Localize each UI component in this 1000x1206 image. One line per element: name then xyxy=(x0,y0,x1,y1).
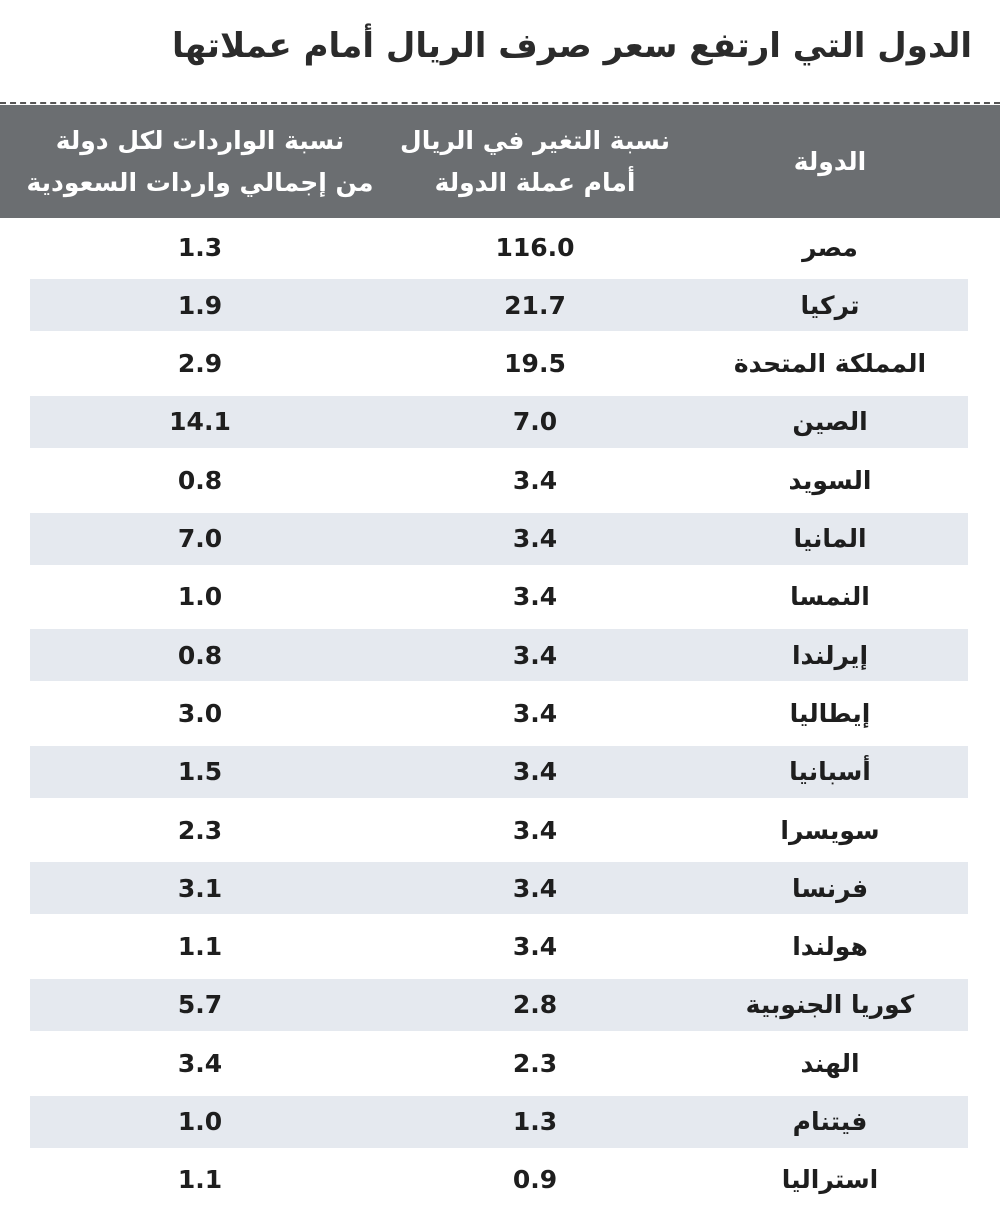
cell-country: أسبانيا xyxy=(789,757,871,787)
table-row xyxy=(30,862,968,914)
table-row xyxy=(30,279,968,331)
cell-import-share-value: 0.8 xyxy=(177,640,223,670)
cell-change-value: 21.7 xyxy=(504,290,566,320)
table-row xyxy=(30,513,968,565)
dashed-divider xyxy=(0,102,1000,104)
table-row xyxy=(30,338,968,390)
cell-import-share-value: 3.1 xyxy=(177,873,223,903)
cell-change-value: 2.3 xyxy=(512,1048,558,1078)
table-row xyxy=(30,396,968,448)
table-row xyxy=(30,746,968,798)
table-row xyxy=(30,571,968,623)
cell-change-value: 3.4 xyxy=(512,698,558,728)
cell-change-value: 2.8 xyxy=(512,990,558,1020)
table-row xyxy=(30,1096,968,1148)
cell-import-share-value: 1.3 xyxy=(177,232,223,262)
cell-country: المملكة المتحدة xyxy=(733,349,927,379)
cell-country: هولندا xyxy=(792,932,868,962)
cell-import-share-value: 1.1 xyxy=(177,932,223,962)
cell-country: مصر xyxy=(802,232,858,262)
cell-change-value: 0.9 xyxy=(512,1165,558,1195)
cell-country: كوريا الجنوبية xyxy=(745,990,915,1020)
cell-change-value: 7.0 xyxy=(512,407,558,437)
cell-import-share-value: 0.8 xyxy=(177,465,223,495)
cell-change-value: 3.4 xyxy=(512,815,558,845)
table-header xyxy=(0,105,1000,218)
cell-import-share-value: 3.4 xyxy=(177,1048,223,1078)
cell-import-share-value: 5.7 xyxy=(177,990,223,1020)
cell-change-value: 1.3 xyxy=(512,1107,558,1136)
cell-country: فرنسا xyxy=(791,873,869,903)
cell-change-value: 3.4 xyxy=(512,932,558,962)
cell-country: الهند xyxy=(800,1048,860,1078)
cell-change-value: 3.4 xyxy=(512,640,558,670)
cell-country: سويسرا xyxy=(780,815,880,845)
cell-import-share-value: 14.1 xyxy=(169,407,231,437)
table-row xyxy=(30,921,968,973)
cell-country: إيرلندا xyxy=(791,640,869,670)
column-header-change: نسبة التغير في الريال أمام عملة الدولة xyxy=(400,125,670,197)
column-header-country: الدولة xyxy=(793,146,867,176)
cell-import-share-value: 1.5 xyxy=(177,757,223,787)
table-row xyxy=(30,454,968,506)
cell-import-share-value: 1.0 xyxy=(177,582,223,612)
table-row xyxy=(30,804,968,856)
cell-change-value: 3.4 xyxy=(512,582,558,612)
cell-country: المانيا xyxy=(793,524,867,553)
cell-country: الصين xyxy=(792,407,868,437)
cell-import-share-value: 1.0 xyxy=(177,1107,223,1136)
cell-import-share-value: 2.3 xyxy=(177,815,223,845)
cell-country: النمسا xyxy=(790,582,870,612)
cell-change-value: 3.4 xyxy=(512,873,558,903)
table-row xyxy=(30,979,968,1031)
cell-import-share-value: 7.0 xyxy=(177,524,223,553)
cell-country: فيتنام xyxy=(792,1107,868,1136)
cell-country: استراليا xyxy=(781,1165,879,1195)
cell-change-value: 3.4 xyxy=(512,524,558,553)
table-row xyxy=(30,221,968,273)
cell-country: تركيا xyxy=(800,290,860,320)
cell-import-share-value: 3.0 xyxy=(177,698,223,728)
cell-country: السويد xyxy=(788,465,872,495)
column-header-import-share: نسبة الواردات لكل دولة من إجمالي واردات السعودية xyxy=(26,125,374,197)
cell-change-value: 116.0 xyxy=(495,232,575,262)
table-row xyxy=(30,1037,968,1089)
table-row xyxy=(30,1154,968,1206)
cell-change-value: 19.5 xyxy=(504,349,566,379)
chart-title: الدول التي ارتفع سعر صرف الريال أمام عملاتها xyxy=(171,26,972,66)
table-row xyxy=(30,629,968,681)
cell-import-share-value: 1.1 xyxy=(177,1165,223,1195)
cell-change-value: 3.4 xyxy=(512,465,558,495)
table-row xyxy=(30,687,968,739)
cell-import-share-value: 1.9 xyxy=(177,290,223,320)
cell-country: إيطاليا xyxy=(789,698,871,728)
cell-import-share-value: 2.9 xyxy=(177,349,223,379)
cell-change-value: 3.4 xyxy=(512,757,558,787)
